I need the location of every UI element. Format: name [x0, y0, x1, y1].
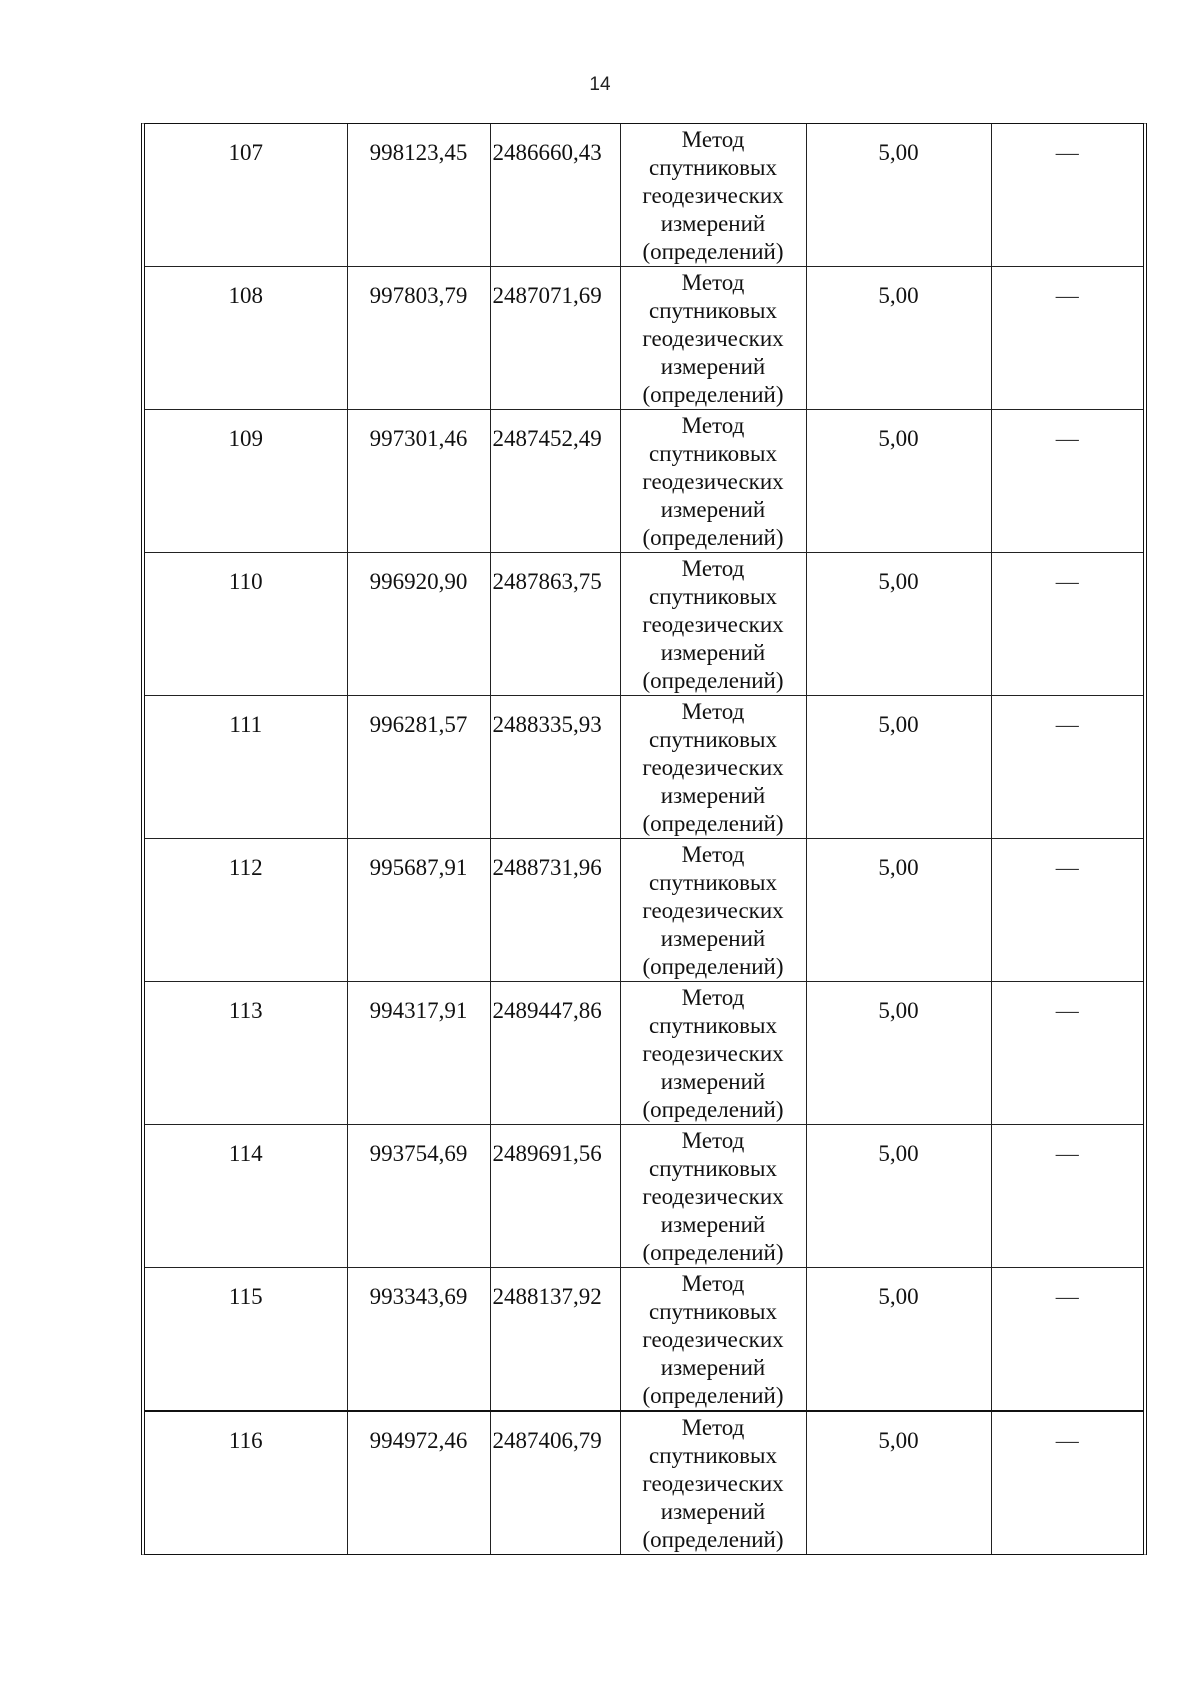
method-line: спутниковых: [648, 1299, 777, 1324]
accuracy-cell: 5,00: [806, 267, 991, 410]
note-cell: —: [991, 410, 1143, 553]
accuracy-cell: 5,00: [806, 1125, 991, 1268]
note-cell: —: [991, 1411, 1143, 1554]
accuracy-cell: 5,00: [806, 1411, 991, 1554]
method-line: измерений: [660, 1069, 766, 1094]
point-number-cell: 113: [145, 982, 347, 1125]
coordinates-table-grid: [145, 124, 1143, 1554]
y-coordinate-cell: 2487406,79: [490, 1411, 620, 1554]
method-line: измерений: [660, 640, 766, 665]
method-line: геодезических: [642, 1327, 784, 1352]
table-row: [145, 1411, 1143, 1554]
x-coordinate-cell: 994972,46: [347, 1411, 490, 1554]
method-line: спутниковых: [648, 1443, 777, 1468]
method-cell: [620, 839, 806, 982]
table-row: [145, 982, 1143, 1125]
point-number-cell: 112: [145, 839, 347, 982]
method-line: (определений): [642, 239, 784, 264]
method-line: Метод: [681, 1128, 745, 1153]
method-line: Метод: [681, 127, 745, 152]
note-cell: —: [991, 1125, 1143, 1268]
table-row: [145, 124, 1143, 267]
accuracy-cell: 5,00: [806, 696, 991, 839]
method-line: (определений): [642, 1383, 784, 1408]
table-body: [145, 124, 1143, 1554]
method-line: геодезических: [642, 469, 784, 494]
point-number-cell: 110: [145, 553, 347, 696]
table-row: [145, 410, 1143, 553]
x-coordinate-cell: 994317,91: [347, 982, 490, 1125]
method-line: измерений: [660, 211, 766, 236]
y-coordinate-cell: 2488335,93: [490, 696, 620, 839]
x-coordinate-cell: 997803,79: [347, 267, 490, 410]
point-number-cell: 115: [145, 1268, 347, 1412]
method-line: измерений: [660, 1212, 766, 1237]
x-coordinate-cell: 995687,91: [347, 839, 490, 982]
table-row: [145, 1125, 1143, 1268]
method-line: (определений): [642, 954, 784, 979]
method-line: спутниковых: [648, 298, 777, 323]
method-line: спутниковых: [648, 584, 777, 609]
method-line: (определений): [642, 1240, 784, 1265]
coordinates-table: [141, 123, 1147, 1555]
method-line: (определений): [642, 811, 784, 836]
accuracy-cell: 5,00: [806, 982, 991, 1125]
method-line: геодезических: [642, 755, 784, 780]
method-cell: [620, 1125, 806, 1268]
note-cell: —: [991, 124, 1143, 267]
accuracy-cell: 5,00: [806, 553, 991, 696]
method-cell: [620, 696, 806, 839]
method-line: спутниковых: [648, 155, 777, 180]
method-cell: [620, 982, 806, 1125]
accuracy-cell: 5,00: [806, 410, 991, 553]
method-line: (определений): [642, 668, 784, 693]
method-cell: [620, 1268, 806, 1412]
method-line: измерений: [660, 1499, 766, 1524]
note-cell: —: [991, 839, 1143, 982]
table-row: [145, 839, 1143, 982]
method-line: спутниковых: [648, 441, 777, 466]
x-coordinate-cell: 993754,69: [347, 1125, 490, 1268]
y-coordinate-cell: 2487071,69: [490, 267, 620, 410]
method-line: спутниковых: [648, 870, 777, 895]
y-coordinate-cell: 2486660,43: [490, 124, 620, 267]
table-row: [145, 1268, 1143, 1412]
x-coordinate-cell: 993343,69: [347, 1268, 490, 1412]
accuracy-cell: 5,00: [806, 124, 991, 267]
method-line: измерений: [660, 497, 766, 522]
accuracy-cell: 5,00: [806, 1268, 991, 1412]
method-line: геодезических: [642, 1041, 784, 1066]
note-cell: —: [991, 982, 1143, 1125]
method-line: геодезических: [642, 326, 784, 351]
x-coordinate-cell: 998123,45: [347, 124, 490, 267]
method-line: Метод: [681, 413, 745, 438]
method-line: Метод: [681, 842, 745, 867]
method-line: Метод: [681, 699, 745, 724]
point-number-cell: 116: [145, 1411, 347, 1554]
y-coordinate-cell: 2488731,96: [490, 839, 620, 982]
page-number: 14: [589, 74, 611, 95]
method-line: геодезических: [642, 612, 784, 637]
method-line: измерений: [660, 783, 766, 808]
y-coordinate-cell: 2489691,56: [490, 1125, 620, 1268]
method-cell: [620, 1411, 806, 1554]
table-row: [145, 553, 1143, 696]
method-line: измерений: [660, 926, 766, 951]
note-cell: —: [991, 696, 1143, 839]
note-cell: —: [991, 1268, 1143, 1412]
method-line: геодезических: [642, 1471, 784, 1496]
method-line: спутниковых: [648, 727, 777, 752]
method-line: (определений): [642, 525, 784, 550]
method-cell: [620, 410, 806, 553]
point-number-cell: 114: [145, 1125, 347, 1268]
method-line: Метод: [681, 270, 745, 295]
method-line: измерений: [660, 354, 766, 379]
method-line: (определений): [642, 1097, 784, 1122]
method-line: геодезических: [642, 1184, 784, 1209]
point-number-cell: 111: [145, 696, 347, 839]
method-line: спутниковых: [648, 1013, 777, 1038]
method-line: (определений): [642, 382, 784, 407]
y-coordinate-cell: 2487452,49: [490, 410, 620, 553]
method-line: геодезических: [642, 898, 784, 923]
method-line: Метод: [681, 985, 745, 1010]
method-cell: [620, 124, 806, 267]
table-row: [145, 696, 1143, 839]
method-cell: [620, 553, 806, 696]
point-number-cell: 107: [145, 124, 347, 267]
method-cell: [620, 267, 806, 410]
x-coordinate-cell: 996920,90: [347, 553, 490, 696]
y-coordinate-cell: 2489447,86: [490, 982, 620, 1125]
method-line: геодезических: [642, 183, 784, 208]
point-number-cell: 108: [145, 267, 347, 410]
accuracy-cell: 5,00: [806, 839, 991, 982]
method-line: измерений: [660, 1355, 766, 1380]
method-line: спутниковых: [648, 1156, 777, 1181]
method-line: Метод: [681, 1415, 745, 1440]
note-cell: —: [991, 553, 1143, 696]
method-line: Метод: [681, 1271, 745, 1296]
table-row: [145, 267, 1143, 410]
x-coordinate-cell: 996281,57: [347, 696, 490, 839]
point-number-cell: 109: [145, 410, 347, 553]
x-coordinate-cell: 997301,46: [347, 410, 490, 553]
note-cell: —: [991, 267, 1143, 410]
y-coordinate-cell: 2488137,92: [490, 1268, 620, 1412]
method-line: Метод: [681, 556, 745, 581]
method-line: (определений): [642, 1527, 784, 1552]
y-coordinate-cell: 2487863,75: [490, 553, 620, 696]
